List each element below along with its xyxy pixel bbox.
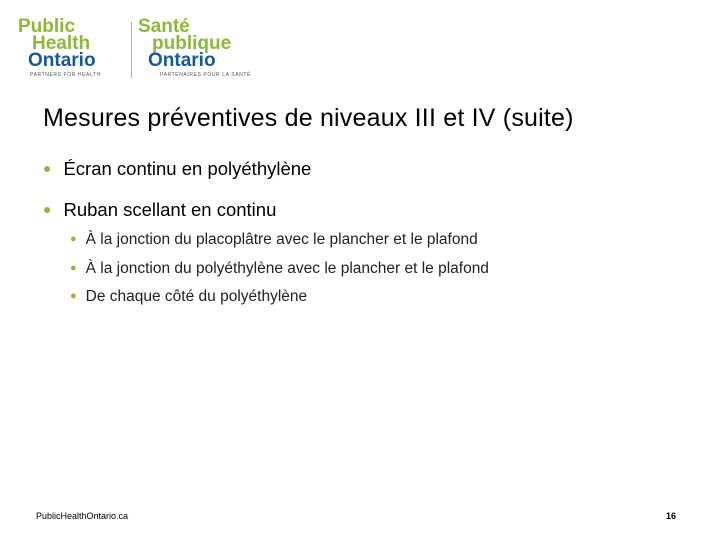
public-health-ontario-logo [18,18,258,80]
logo-word-health: Health [32,33,91,54]
sub-bullet-text: De chaque côté du polyéthylène [85,288,308,305]
bullet-dot-icon: ● [43,201,52,217]
sub-bullet-item [70,288,307,306]
logo-word-ontario-fr: Ontario [148,50,216,71]
logo-tagline-fr: PARTENAIRES POUR LA SANTÉ [160,72,251,78]
bullet-item [43,158,311,180]
logo-word-ontario: Ontario [28,50,96,71]
bullet-dot-icon: ● [70,233,77,245]
bullet-dot-icon: ● [70,290,77,302]
page-number: 16 [665,511,676,521]
logo-divider [131,22,132,78]
bullet-dot-icon: ● [70,262,77,274]
footer-website: PublicHealthOntario.ca [36,511,129,521]
sub-bullet-text: À la jonction du placoplâtre avec le plancher et le plafond [85,231,478,248]
logo-tagline-en: PARTNERS FOR HEALTH [30,72,101,78]
bullet-dot-icon: ● [43,160,52,176]
bullet-text: Ruban scellant en continu [63,199,277,220]
sub-bullet-item [70,231,478,249]
bullet-item [43,199,276,221]
sub-bullet-text: À la jonction du polyéthylène avec le plancher et le plafond [85,260,489,277]
logo-french [138,16,258,78]
slide-title: Mesures préventives de niveaux III et IV (suite) [43,104,574,132]
logo-word-public: Public [18,16,76,37]
logo-english [18,16,126,78]
sub-bullet-item [70,260,489,278]
bullet-text: Écran continu en polyéthylène [63,158,312,179]
logo-word-publique: publique [152,33,232,54]
logo-word-sante: Santé [138,16,190,37]
